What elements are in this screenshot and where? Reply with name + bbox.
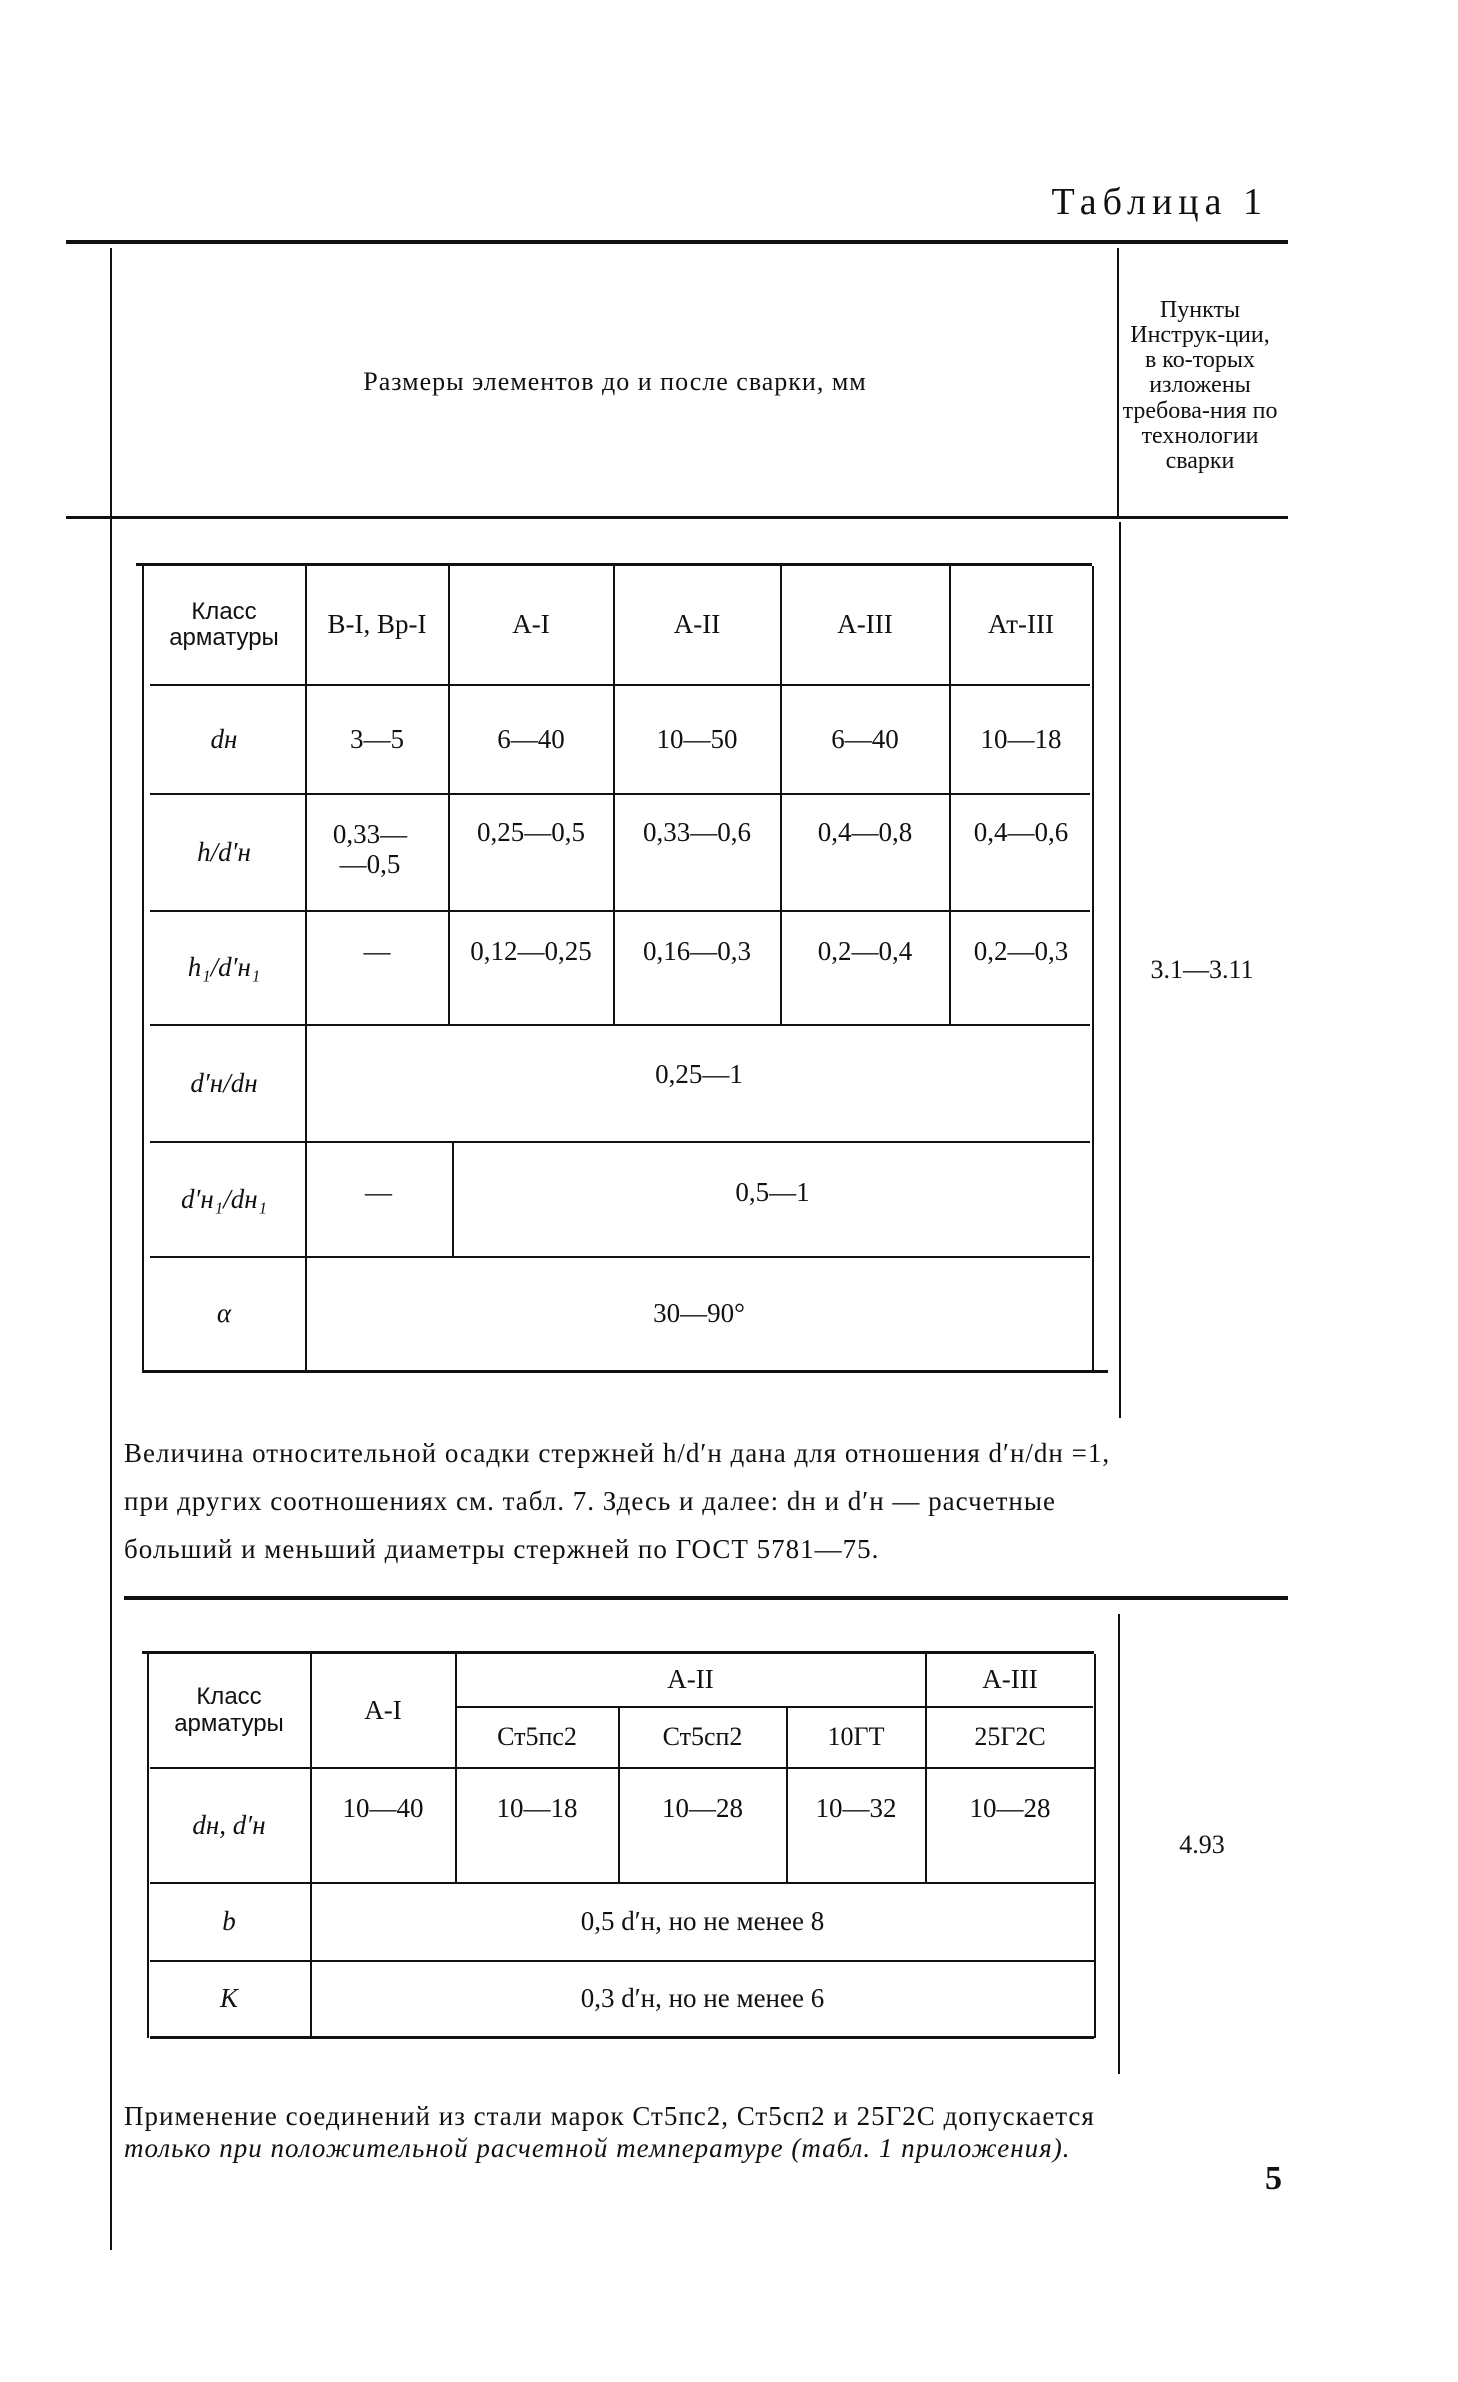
t2-vline-left <box>147 1654 149 2038</box>
note2-line2: только при положительной расчетной температуре (табл. 1 приложения). <box>124 2133 1071 2163</box>
t2-cell: 10—40 <box>342 1793 424 1824</box>
t2-cell: 10—28 <box>969 1793 1051 1824</box>
t2-clause: 4.93 <box>1179 1829 1225 1859</box>
t2-row-label: b <box>222 1906 236 1937</box>
t1-vline-left <box>142 566 144 1370</box>
frame-divider-body1 <box>1119 522 1121 1418</box>
t1-row-label: d′н₁/dн₁ <box>181 1183 267 1214</box>
t1-col-a3: А-III <box>837 609 893 640</box>
t1-cell: 6—40 <box>497 723 565 754</box>
t2-cell: 10—32 <box>815 1793 897 1824</box>
t1-cell: 0,2—0,4 <box>817 936 913 967</box>
t1-col-class: Класс арматуры <box>169 597 279 651</box>
t1-col-b1: В-I, Вр-I <box>327 609 427 640</box>
t1-row-label: d′н/dн <box>190 1067 258 1098</box>
t1-cell: 10—50 <box>656 723 738 754</box>
t1-cell: 6—40 <box>831 723 899 754</box>
rule-top <box>66 240 1288 244</box>
t2-vline-right <box>1094 1654 1096 2038</box>
t2-cell: 10—18 <box>496 1793 578 1824</box>
t2-col-class: Класс арматуры <box>174 1683 284 1737</box>
t1-cell: 0,33— —0,5 <box>332 819 408 879</box>
t1-cell: 30—90° <box>653 1298 745 1329</box>
t1-cell: — <box>365 1177 392 1208</box>
t2-row-label: dн, d′н <box>192 1809 266 1840</box>
t1-cell: 0,12—0,25 <box>470 936 592 967</box>
t1-vline-right <box>1092 566 1094 1370</box>
t2-cell: 0,5 d′н, но не менее 8 <box>580 1906 825 1937</box>
t2-sub-st5ps2: Ст5пс2 <box>497 1722 577 1752</box>
t1-cell: 0,33—0,6 <box>643 816 751 847</box>
t1-cell: 0,2—0,3 <box>973 936 1069 967</box>
t1-row-label: h₁/d′н₁ <box>187 952 261 983</box>
t1-cell: 0,5—1 <box>735 1177 810 1208</box>
t1-cell: 0,4—0,6 <box>973 816 1069 847</box>
t1-row-label: h/d′н <box>197 836 251 867</box>
t1-cell: — <box>363 936 391 967</box>
t2-col-a2: А-II <box>667 1664 714 1695</box>
t1-cell: 0,4—0,8 <box>817 816 913 847</box>
t1-col-a1: А-I <box>512 609 550 640</box>
t1-clause: 3.1—3.11 <box>1150 954 1254 984</box>
t1-rule-bottom <box>142 1370 1108 1373</box>
t2-col-a3: А-III <box>982 1664 1038 1695</box>
t2-rule-bottom <box>150 2036 1094 2039</box>
rule-section2 <box>124 1596 1288 1600</box>
note1-line2: при других соотношениях см. табл. 7. Здесь и далее: dн и d′н — расчетные <box>124 1486 1057 1516</box>
t1-row-label: α <box>216 1298 232 1329</box>
table-title: Таблица 1 <box>1051 181 1268 223</box>
note2-line1: Применение соединений из стали марок Ст5пс2, Ст5сп2 и 25Г2С допускается <box>124 2101 1095 2131</box>
t2-sub-st5sp2: Ст5сп2 <box>662 1722 743 1752</box>
page-number: 5 <box>1265 2160 1282 2197</box>
t1-cell: 0,25—1 <box>655 1059 743 1090</box>
t1-cell: 3—5 <box>350 723 404 754</box>
note1-line1: Величина относительной осадки стержней h/d′н дана для отношения d′н/dн =1, <box>124 1438 1111 1468</box>
t1-cell: 10—18 <box>980 723 1062 754</box>
t1-col-a2: А-II <box>673 609 721 640</box>
t2-row-label: K <box>219 1983 238 2014</box>
header-side: Пункты Инструк-ции, в ко-торых изложены требова-ния по технологии сварки <box>1122 296 1278 474</box>
t2-cell: 10—28 <box>662 1793 743 1824</box>
t1-row-label: dн <box>210 723 238 754</box>
t2-col-a1: А-I <box>364 1694 402 1725</box>
t1-cell: 0,16—0,3 <box>643 936 751 967</box>
header-main: Размеры элементов до и после сварки, мм <box>363 367 867 397</box>
frame-left <box>110 248 112 2250</box>
note1-line3: больший и меньший диаметры стержней по ГОСТ 5781—75. <box>124 1534 880 1564</box>
rule-header-bottom <box>66 516 1288 519</box>
t1-cell: 0,25—0,5 <box>477 816 585 847</box>
t2-cell: 0,3 d′н, но не менее 6 <box>580 1983 825 2014</box>
t1-col-at3: Ат-III <box>988 609 1054 640</box>
t2-sub-25g2s: 25Г2С <box>974 1722 1046 1752</box>
frame-divider-body2 <box>1118 1614 1120 2074</box>
t2-sub-10gt: 10ГТ <box>827 1722 885 1752</box>
frame-divider-header <box>1117 248 1119 516</box>
